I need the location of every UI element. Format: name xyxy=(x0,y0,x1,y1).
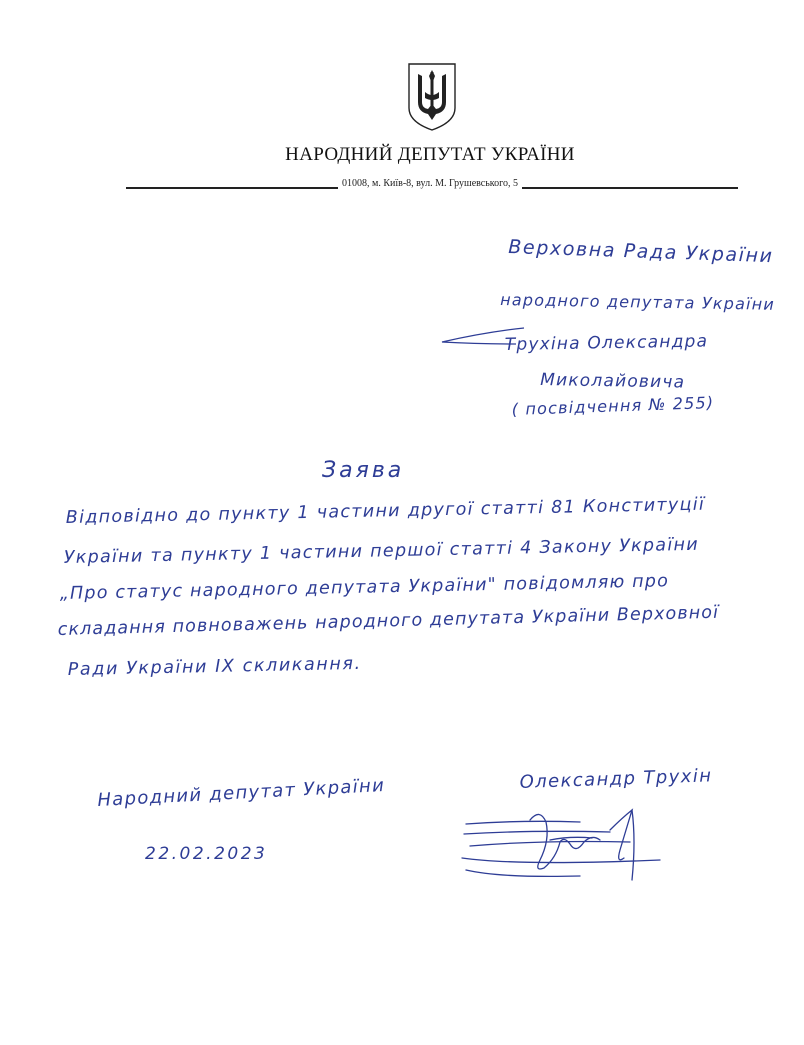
addressee-line-5: ( посвідчення № 255) xyxy=(511,392,715,419)
body-line-1: Відповідно до пункту 1 частини другої статті 81 Конституції xyxy=(65,494,706,528)
trident-emblem-icon xyxy=(406,62,458,132)
body-line-2: України та пункту 1 частини першої статті 4 Закону України xyxy=(63,534,700,568)
document-title: Заява xyxy=(322,458,405,483)
addressee-line-4: Миколайовича xyxy=(540,370,686,393)
body-line-5: Ради України IX скликання. xyxy=(67,653,362,680)
letterhead-title: НАРОДНИЙ ДЕПУТАТ УКРАЇНИ xyxy=(285,144,575,165)
letterhead-address-text: 01008, м. Київ-8, вул. М. Грушевського, 5 xyxy=(338,178,522,189)
handwritten-signature-icon xyxy=(460,800,690,890)
signatory-role: Народний депутат України xyxy=(96,774,386,811)
signatory-name: Олександр Трухін xyxy=(519,765,713,793)
body-line-4: складання повноважень народного депутата України Верховної xyxy=(57,602,720,640)
signature-date: 22.02.2023 xyxy=(145,844,268,864)
body-line-3: „Про статус народного депутата України" повідомляю про xyxy=(59,571,670,604)
addressee-line-2: народного депутата України xyxy=(500,290,776,314)
addressee-line-1: Верховна Рада України xyxy=(508,236,774,268)
addressee-line-3: Трухіна Олександра xyxy=(504,331,709,355)
letterhead-address xyxy=(0,179,804,189)
